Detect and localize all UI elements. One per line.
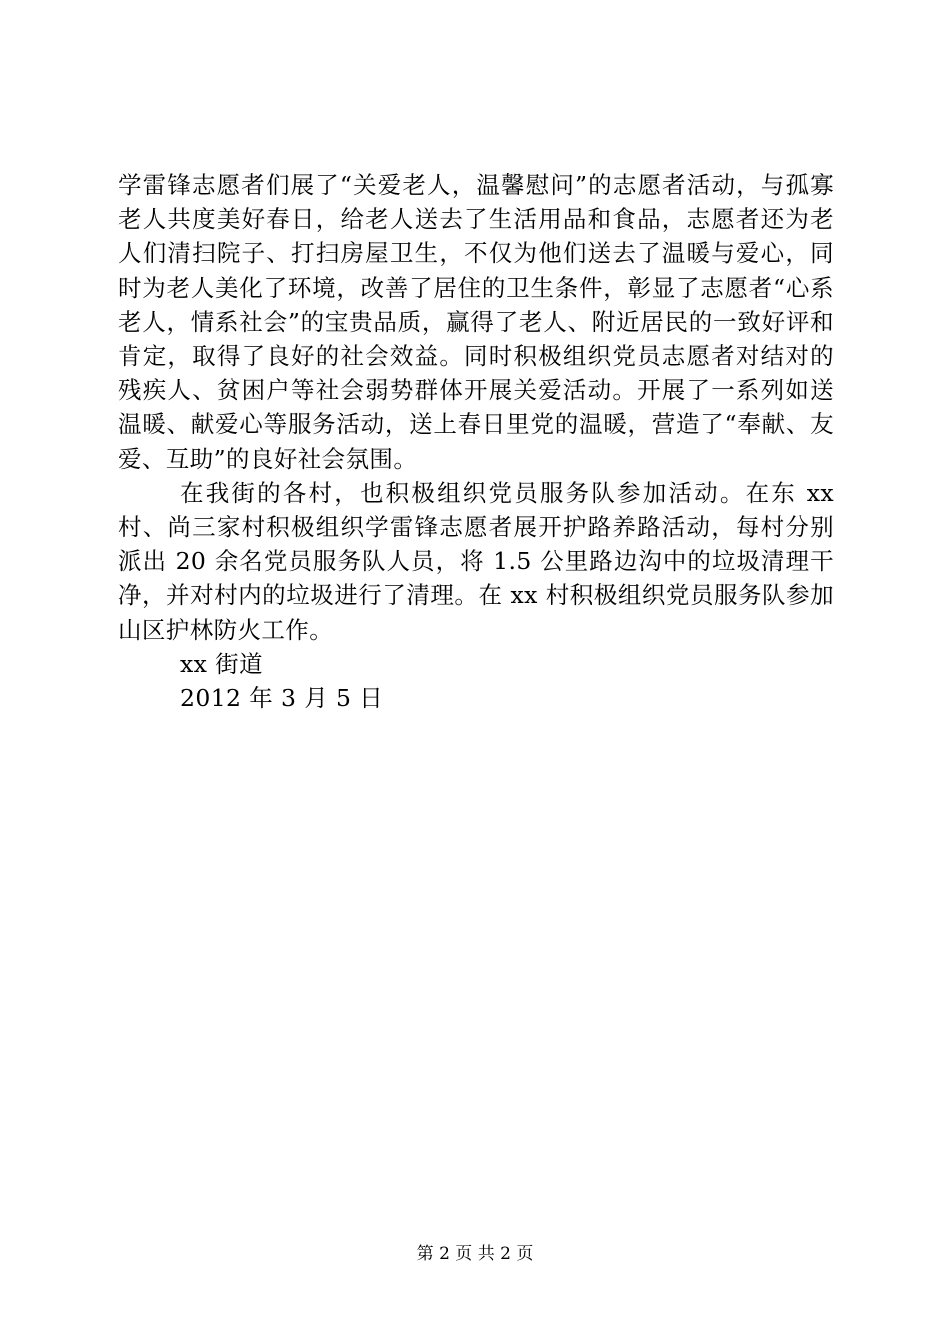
page-footer: 第 2 页 共 2 页 [416, 1244, 534, 1264]
document-body [118, 168, 834, 715]
paragraph-1: 学雷锋志愿者们展了“关爱老人，温馨慰问”的志愿者活动，与孤寡老人共度美好春日，给老人送去了生活用品和食品，志愿者还为老人们清扫院子、打扫房屋卫生，不仅为他们送去了温暖与爱心，同时为老人美化了环境，改善了居住的卫生条件，彰显了志愿者“心系老人，情系社会”的宝贵品质，赢得了老人、附近居民的一致好评和肯定，取得了良好的社会效益。同时积极组织党员志愿者对结对的残疾人、贫困户等社会弱势群体开展关爱活动。开展了一系列如送温暖、献爱心等服务活动，送上春日里党的温暖，营造了“奉献、友爱、互助”的良好社会氛围。 [118, 171, 834, 473]
paragraph-2: 在我街的各村，也积极组织党员服务队参加活动。在东 xx 村、尚三家村积极组织学雷锋志愿者展开护路养路活动，每村分别派出 20 余名党员服务队人员，将 1.5 公里路边沟中的垃圾清理干净，并对村内的垃圾进行了清理。在 xx 村积极组织党员服务队参加山区护林防火工作。 [118, 478, 834, 644]
signature-organization: xx 街道 [180, 649, 263, 678]
signature-date: 2012 年 3 月 5 日 [180, 684, 384, 713]
